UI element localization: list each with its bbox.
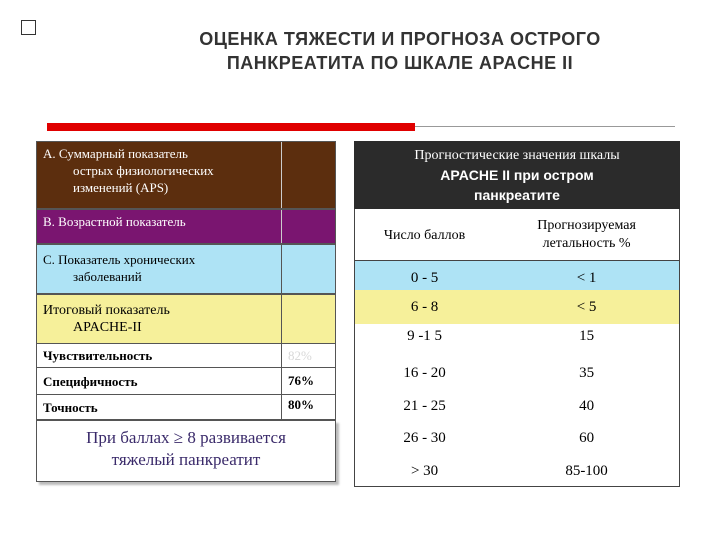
mortality-cell: 60 <box>579 430 595 446</box>
mortality-cell: 85-100 <box>565 463 608 479</box>
note-box <box>36 420 336 482</box>
row-chronic-value <box>281 245 333 293</box>
header-line: летальность % <box>542 236 631 251</box>
accent-bar <box>47 123 415 131</box>
col-score-header: Число баллов <box>383 228 466 243</box>
label-line: изменений (APS) <box>73 180 169 195</box>
row-total-value <box>281 295 333 343</box>
score-cell: 9 -1 5 <box>407 328 443 344</box>
score-cell: 16 - 20 <box>403 365 446 381</box>
row-chronic-label <box>37 245 281 293</box>
row-aps <box>36 141 336 209</box>
row-specificity <box>36 368 336 395</box>
stat-label: Специфичность <box>43 374 138 389</box>
score-cell: 26 - 30 <box>403 430 446 446</box>
decorative-square <box>21 20 36 35</box>
row-age-value <box>281 210 333 243</box>
stat-value: 80% <box>281 395 333 419</box>
prognosis-table <box>354 209 680 487</box>
table-row <box>355 389 679 421</box>
row-aps-value <box>281 142 333 208</box>
row-aps-label <box>37 142 281 208</box>
label-line: В. Возрастной показатель <box>43 214 186 229</box>
note-line-1: При баллах ≥ 8 развивается <box>86 428 286 447</box>
stat-label: Чувствительность <box>43 348 153 363</box>
header-line-3: панкреатите <box>474 187 560 203</box>
table-row <box>355 356 679 389</box>
column-headers <box>355 209 679 261</box>
row-accuracy <box>36 395 336 420</box>
mortality-cell: 35 <box>579 365 595 381</box>
label-line: заболеваний <box>73 269 142 284</box>
prognosis-header <box>354 141 680 209</box>
score-cell: 6 - 8 <box>410 299 439 315</box>
row-total <box>36 294 336 344</box>
stat-value: 82% <box>281 344 333 367</box>
mortality-cell: 15 <box>579 328 595 344</box>
row-chronic <box>36 244 336 294</box>
table-row <box>355 421 679 454</box>
note-line-2: тяжелый панкреатит <box>111 450 261 469</box>
header-line: Прогнозируемая <box>537 218 636 233</box>
mortality-cell: 40 <box>579 398 595 414</box>
row-age <box>36 209 336 244</box>
stat-label: Точность <box>43 400 98 415</box>
table-row <box>355 261 679 290</box>
divider-line <box>415 126 675 127</box>
score-cell: > 30 <box>410 463 439 479</box>
score-cell: 21 - 25 <box>403 398 446 414</box>
table-row <box>355 454 679 486</box>
header-line-1: Прогностические значения шкалы <box>414 148 620 163</box>
stat-value: 76% <box>281 368 333 394</box>
title-line-1: ОЦЕНКА ТЯЖЕСТИ И ПРОГНОЗА ОСТРОГО <box>199 29 601 49</box>
label-line: С. Показатель хронических <box>43 252 196 267</box>
row-age-label <box>37 210 281 243</box>
table-row <box>355 324 679 356</box>
header-line-2: APACHE II при остром <box>440 167 594 183</box>
label-line: острых физиологических <box>73 163 214 178</box>
mortality-cell: < 5 <box>576 299 597 315</box>
label-line: Итоговый показатель <box>43 303 170 318</box>
score-cell: 0 - 5 <box>410 270 439 286</box>
table-row <box>355 290 679 324</box>
title-line-2: ПАНКРЕАТИТА ПО ШКАЛЕ APACHE II <box>226 53 574 73</box>
label-line: А. Суммарный показатель <box>43 146 188 161</box>
note-text <box>37 421 335 471</box>
row-total-label <box>37 295 281 343</box>
page-title <box>150 27 650 75</box>
label-line: APACHE-II <box>73 320 142 335</box>
row-sensitivity <box>36 344 336 368</box>
col-mortality-header <box>494 209 679 260</box>
mortality-cell: < 1 <box>576 270 597 286</box>
